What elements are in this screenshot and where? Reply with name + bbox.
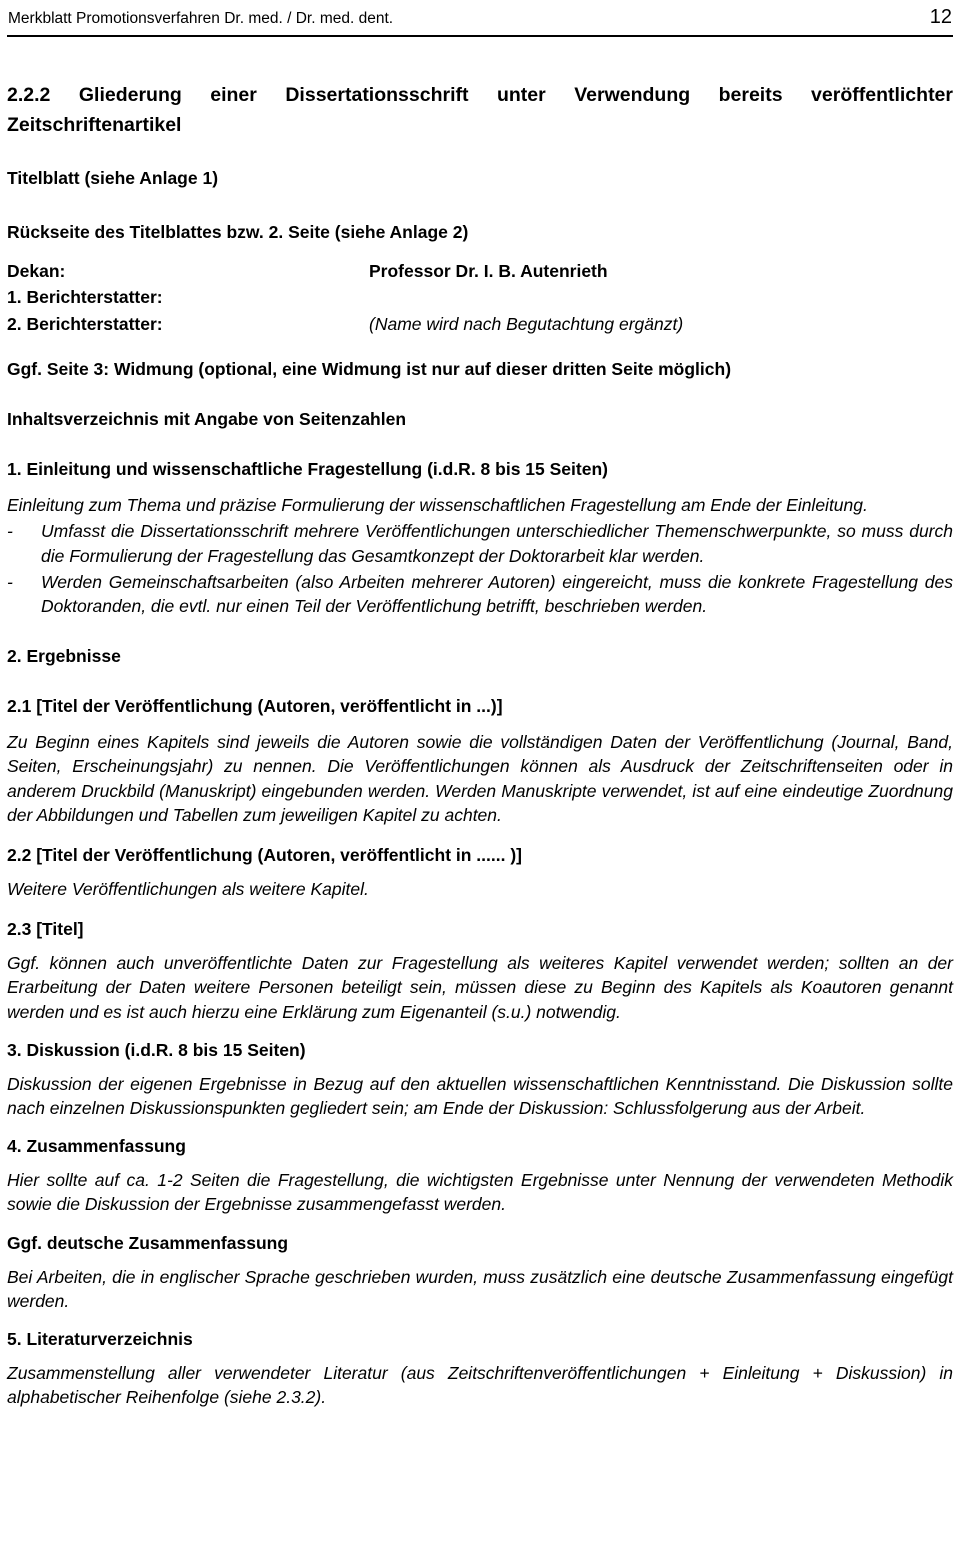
paragraph-4: Hier sollte auf ca. 1-2 Seiten die Fragestellung, die wichtigsten Ergebnisse unter Nennung der verwendeten Methodik sowie die Diskussion der Ergebnisse zusammengefasst werden. bbox=[7, 1170, 953, 1215]
page-number: 12 bbox=[929, 6, 952, 28]
heading-2-ergebnisse: 2. Ergebnisse bbox=[7, 646, 121, 667]
heading-titelblatt: Titelblatt (siehe Anlage 1) bbox=[7, 167, 219, 188]
paragraph-5: Zusammenstellung aller verwendeter Literatur (aus Zeitschriftenveröffentlichungen + Einleitung + Diskussion) in alphabetischer Reihenfolge (siehe 2.3.2). bbox=[7, 1363, 953, 1408]
paragraph-ggf-deutsche-zusammenfassung: Bei Arbeiten, die in englischer Sprache geschrieben wurden, muss zusätzlich eine deutsche Zusammenfassung eingefügt werden. bbox=[7, 1266, 953, 1311]
list-marker: - bbox=[7, 521, 13, 542]
paragraph-2-2: Weitere Veröffentlichungen als weitere Kapitel. bbox=[7, 879, 369, 900]
list-marker: - bbox=[7, 571, 13, 592]
header-rule bbox=[7, 35, 953, 37]
berichterstatter-2-label: 2. Berichterstatter: bbox=[7, 313, 163, 334]
paragraph-2-3: Ggf. können auch unveröffentlichte Daten zur Fragestellung als weiteres Kapitel verwendet werden; sollten an der Erarbeitung der Daten weitere Personen beteiligt sein, müssen diese zu Beginn des Kapitels als Koautoren genannt werden und es ist auch hierzu eine Erklärung zum Eigenanteil (s.u.) notwendig. bbox=[7, 953, 953, 1022]
heading-5-literaturverzeichnis: 5. Literaturverzeichnis bbox=[7, 1328, 193, 1349]
paragraph-2-1: Zu Beginn eines Kapitels sind jeweils die Autoren sowie die vollständigen Daten der Veröffentlichung (Journal, Band, Seiten, Erscheinungsjahr) zu nennen. Die Veröffentlichungen können als Ausdruck der Zeitschriftenseiten oder in anderem Druckbild (Manuskript) eingebunden werden. Werden Manuskripte verwendet, ist auf eine eindeutige Zuordnung der Abbildungen und Tabellen zum jeweiligen Kapitel zu achten. bbox=[7, 732, 953, 825]
section-heading-2-2-2: 2.2.2 Gliederung einer Dissertationsschrift unter Verwendung bereits veröffentlichter Zeitschriftenartikel bbox=[7, 84, 953, 136]
heading-inhaltsverzeichnis: Inhaltsverzeichnis mit Angabe von Seitenzahlen bbox=[7, 409, 407, 430]
heading-3-diskussion: 3. Diskussion (i.d.R. 8 bis 15 Seiten) bbox=[7, 1039, 306, 1060]
berichterstatter-2-value: (Name wird nach Begutachtung ergänzt) bbox=[369, 313, 684, 334]
list-item bbox=[7, 570, 953, 618]
heading-ggf-deutsche-zusammenfassung: Ggf. deutsche Zusammenfassung bbox=[7, 1232, 289, 1253]
heading-2-2: 2.2 [Titel der Veröffentlichung (Autoren, veröffentlicht in ...... )] bbox=[7, 844, 522, 865]
header-title: Merkblatt Promotionsverfahren Dr. med. / Dr. med. dent. bbox=[8, 10, 394, 27]
heading-ggf-seite-3: Ggf. Seite 3: Widmung (optional, eine Widmung ist nur auf dieser dritten Seite möglich) bbox=[7, 358, 732, 379]
list-item bbox=[7, 519, 953, 567]
table-row-berichterstatter-1 bbox=[7, 284, 953, 310]
heading-2-3: 2.3 [Titel] bbox=[7, 919, 84, 940]
heading-rueckseite: Rückseite des Titelblattes bzw. 2. Seite (siehe Anlage 2) bbox=[7, 222, 469, 243]
dekan-value: Professor Dr. I. B. Autenrieth bbox=[369, 261, 608, 282]
list-item-text: Werden Gemeinschaftsarbeiten (also Arbeiten mehrerer Autoren) eingereicht, muss die konkrete Fragestellung des Doktoranden, die evtl. nur einen Teil der Veröffentlichung betrifft, beschrieben werden. bbox=[41, 571, 953, 616]
heading-1-einleitung: 1. Einleitung und wissenschaftliche Fragestellung (i.d.R. 8 bis 15 Seiten) bbox=[7, 459, 608, 480]
berichterstatter-1-label: 1. Berichterstatter: bbox=[7, 287, 163, 308]
list-item-text: Umfasst die Dissertationsschrift mehrere Veröffentlichungen unterschiedlicher Themenschwerpunkte, so muss durch die Formulierung der Fragestellung das Gesamtkonzept der Doktorarbeit klar werden. bbox=[41, 521, 953, 566]
paragraph-3: Diskussion der eigenen Ergebnisse in Bezug auf den aktuellen wissenschaftlichen Kenntnisstand. Die Diskussion sollte nach einzelnen Diskussionspunkten gegliedert sein; am Ende der Diskussion: Schlussfolgerung aus der Arbeit. bbox=[7, 1073, 953, 1118]
dekan-table bbox=[7, 258, 953, 337]
paragraph-einleitung-intro: Einleitung zum Thema und präzise Formulierung der wissenschaftlichen Fragestellung am Ende der Einleitung. bbox=[7, 495, 868, 516]
table-row-berichterstatter-2 bbox=[7, 311, 953, 337]
heading-2-1: 2.1 [Titel der Veröffentlichung (Autoren, veröffentlicht in ...)] bbox=[7, 696, 503, 717]
page-header bbox=[7, 5, 953, 33]
dekan-label: Dekan: bbox=[7, 261, 66, 282]
berichterstatter-1-value bbox=[369, 284, 953, 310]
table-row-dekan bbox=[7, 258, 953, 284]
heading-4-zusammenfassung: 4. Zusammenfassung bbox=[7, 1136, 186, 1157]
